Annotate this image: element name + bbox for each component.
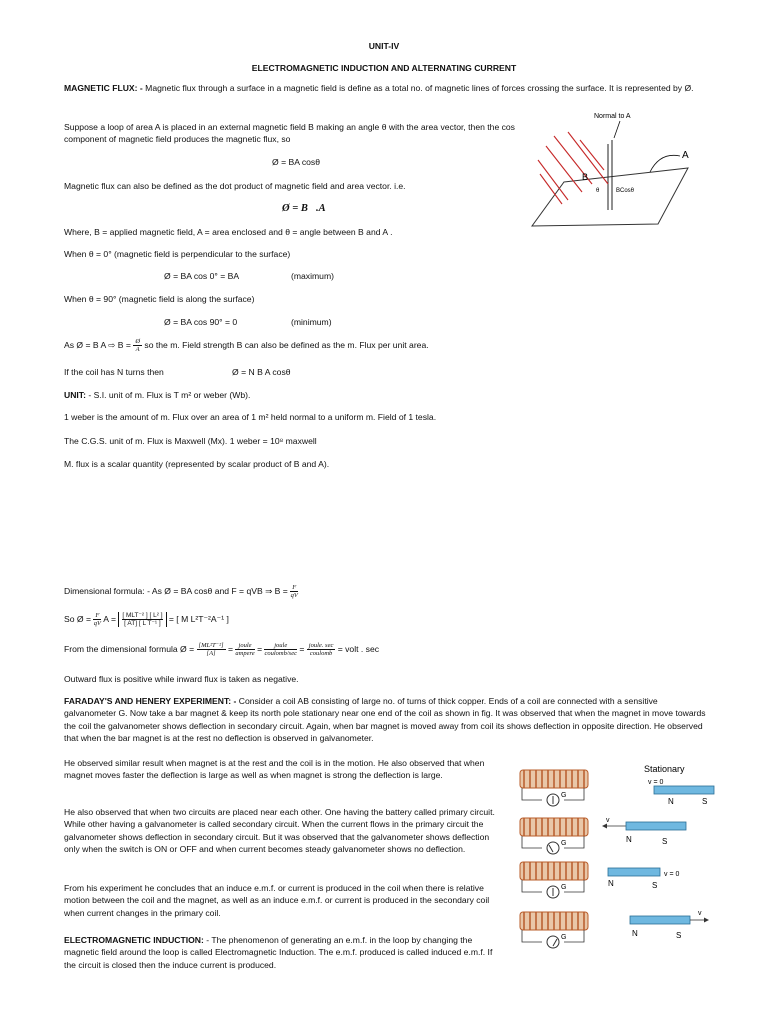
fraction-joule-sec-coulomb: [307, 642, 336, 657]
flux-as-line: [64, 338, 624, 353]
fraction-num: F: [292, 584, 297, 591]
faraday-heading: FARADAY'S AND HENERY EXPERIMENT: -: [64, 696, 237, 706]
flux-unit-line: [64, 389, 504, 401]
emi-paragraph: [64, 934, 504, 971]
s-label-4: S: [676, 931, 682, 940]
fraction-den: qV: [290, 592, 298, 600]
eq-flux-basic: Ø = BA cosθ: [272, 157, 321, 167]
chapter-title: ELECTROMAGNETIC INDUCTION AND ALTERNATING CURRENT: [251, 63, 517, 73]
field-line-1: [546, 146, 582, 192]
faraday-p1: Consider a coil AB consisting of large no. of turns of thick copper. Ends of a coil are connected with a sensitive galvanometer G. Now take a bar magnet & keep its north pole stationary near one end of the coil as shown in fig. It was observed that when the magnet in move towards the coil the galvanometer shows deflection in secondary circuit. Again, when bar magnet is moved away from coil its shows deflection in opposite direction. He observed that when the bar magnet is at the rest no deflection is observed in galvanometer.: [64, 696, 706, 744]
normal-label: Normal to A: [594, 113, 631, 120]
magnet-1: [654, 786, 714, 794]
matrix-den: [ AT] [ L T⁻¹ ]: [124, 620, 161, 628]
cgs-unit: The C.G.S. unit of m. Flux is Maxwell (Mx). 1 weber = 10⁸ maxwell: [64, 436, 317, 446]
s-label-3: S: [652, 881, 658, 890]
eq-sign: =: [227, 643, 234, 654]
n-label-1: N: [668, 797, 674, 806]
a-label: A: [682, 150, 689, 161]
flux-heading: MAGNETIC FLUX: -: [64, 83, 143, 93]
eq-sign: =: [257, 643, 263, 654]
fraction-num: F: [95, 612, 100, 619]
galvanometer-4: [547, 936, 559, 948]
s-label-1: S: [702, 797, 708, 806]
n-label-3: N: [608, 879, 614, 888]
case-ninety: When θ = 90° (magnetic field is along the surface): [64, 294, 255, 304]
from-prefix: From the dimensional formula Ø =: [64, 643, 195, 654]
fraction-den: [A]: [206, 650, 216, 658]
dimensional-line: [64, 584, 624, 599]
as-prefix: As Ø = B A ⇨ B =: [64, 339, 131, 350]
fraction-num: joule: [264, 642, 297, 650]
unit-label: UNIT:: [64, 390, 86, 400]
fraction-num: Ø: [135, 338, 141, 345]
fraction-num: joule. sec: [308, 642, 334, 649]
g-label-2: G: [561, 840, 567, 847]
eq-case-zero: Ø = BA cos 0° = BA: [164, 271, 240, 281]
normal-pointer: [614, 121, 620, 138]
unit-heading: UNIT-IV: [368, 41, 400, 51]
emi-text: - The phenomenon of generating an e.m.f. in the loop by changing the magnetic field around the loop is called Electromagnetic Induction. The e.m.f. produced is called induced e.m.f. If the circuit is closed then the induce current is produced.: [64, 935, 493, 970]
g-label-1: G: [561, 792, 567, 799]
dim-prefix: Dimensional formula: - As Ø = BA cosθ and F = qVB ⇒ B =: [64, 585, 288, 596]
from-result: = volt . sec: [337, 643, 380, 654]
fraction-den: A: [135, 346, 140, 354]
loop-plane: [532, 168, 688, 226]
arrow-head-2: [602, 824, 607, 829]
fraction-den: coulomb: [309, 650, 333, 658]
so-prefix: So Ø =: [64, 613, 91, 624]
fraction-num: [ML²T⁻²]: [198, 642, 224, 649]
faraday-paragraph: [64, 695, 712, 745]
magnet-3: [608, 868, 660, 876]
magnet-2: [626, 822, 686, 830]
field-line-5: [580, 140, 604, 170]
v0-label-3: v = 0: [664, 871, 680, 878]
fraction-phi-over-a: [133, 338, 142, 353]
n-label-4: N: [632, 929, 638, 938]
s-label-2: S: [662, 837, 668, 846]
faraday-p4: From his experiment he concludes that an induce e.m.f. or current is produced in the coil when there is relative motion between the coil and the magnet, as well as an induce e.m.f. or current is produced in the secondary coil when current changes in the primary coil.: [64, 883, 490, 918]
dimension-so-line: [64, 612, 624, 627]
unit-text: - S.I. unit of m. Flux is T m² or weber (Wb).: [88, 390, 251, 400]
g-label-4: G: [561, 934, 567, 941]
stationary-label: Stationary: [644, 764, 685, 774]
galvanometer-2: [547, 842, 559, 854]
fraction-den: qV: [93, 620, 101, 628]
fraction-num: joule: [235, 642, 254, 650]
fraction-den: ampere: [235, 650, 255, 658]
flux-intro-paragraph: [64, 82, 712, 94]
flux-dot-definition: Magnetic flux can also be defined as the dot product of magnetic field and area vector. i.e.: [64, 181, 406, 191]
note-maximum: (maximum): [291, 271, 334, 281]
v-label-4: v: [698, 910, 702, 917]
coil-magnet-figure: [516, 760, 716, 960]
fraction-f-over-qv: [290, 584, 298, 599]
note-minimum: (minimum): [291, 317, 332, 327]
magnet-4: [630, 916, 690, 924]
flux-where: Where, B = applied magnetic field, A = area enclosed and θ = angle between B and A .: [64, 227, 393, 237]
b-label: B: [582, 172, 589, 182]
weber-definition: 1 weber is the amount of m. Flux over an area of 1 m² held normal to a uniform m. Field of 1 tesla.: [64, 412, 437, 422]
so-result: = [ M L²T⁻²A⁻¹ ]: [168, 613, 229, 624]
faraday-p2: He observed similar result when magnet is at the rest and the coil is in the motion. He also observed that when magnet moves faster the deflection is large as well as when magnet is strong the deflection is large.: [64, 758, 485, 781]
fraction-joule-coulomb-sec: [264, 642, 297, 657]
eq-flux-dot: Ø = B⃗.A⃗: [282, 203, 334, 214]
bcos-label: BCosθ: [616, 188, 635, 194]
fraction-dim: [197, 642, 226, 657]
eq-sign: =: [299, 643, 305, 654]
theta-label: θ: [596, 188, 600, 194]
fraction-joule-ampere: [235, 642, 254, 657]
fraction-den: coulomb/sec: [264, 650, 297, 658]
flux-loop-figure: [520, 104, 710, 234]
v0-label-1: v = 0: [648, 779, 664, 786]
eq-case-ninety: Ø = BA cos 90° = 0: [164, 317, 238, 327]
n-turns-text: If the coil has N turns then: [64, 367, 164, 377]
faraday-p3: He also observed that when two circuits are placed near each other. One having the battery called primary circuit. While other having a galvanometer is called secondary circuit. When the current flows in the primary circuit the galvanometer shows deflection in secondary circuit. But it was observed that the galvanometer shows deflection only when the switch is ON or OFF and when current becomes steady galvanometer shows no deflection.: [64, 807, 495, 855]
emi-heading: ELECTROMAGNETIC INDUCTION:: [64, 935, 204, 945]
field-line-4: [538, 160, 568, 200]
scalar-note: M. flux is a scalar quantity (represented by scalar product of B and A).: [64, 459, 330, 469]
g-label-3: G: [561, 884, 567, 891]
from-dimension-line: [64, 642, 624, 657]
n-label-2: N: [626, 835, 632, 844]
flux-suppose: Suppose a loop of area A is placed in an external magnetic field B making an angle θ with the area vector, then the cos component of magnetic field produces the magnetic flux, so: [64, 122, 515, 145]
as-suffix: so the m. Field strength B can also be defined as the m. Flux per unit area.: [144, 339, 429, 350]
arrow-head-4: [704, 918, 709, 923]
flux-intro: Magnetic flux through a surface in a magnetic field is define as a total no. of magnetic lines of forces crossing the surface. It is represented by Ø.: [145, 83, 694, 93]
flux-sign-rule: Outward flux is positive while inward flux is taken as negative.: [64, 674, 299, 684]
case-zero: When θ = 0° (magnetic field is perpendicular to the surface): [64, 249, 291, 259]
so-a: A =: [103, 613, 116, 624]
dimension-matrix: [118, 612, 166, 627]
fraction-f-over-qv-2: [93, 612, 101, 627]
v-label-2: v: [606, 817, 610, 824]
matrix-num: [ MLT⁻² ] [ L² ]: [122, 612, 163, 619]
eq-n-turns: Ø = N B A cosθ: [232, 367, 291, 377]
